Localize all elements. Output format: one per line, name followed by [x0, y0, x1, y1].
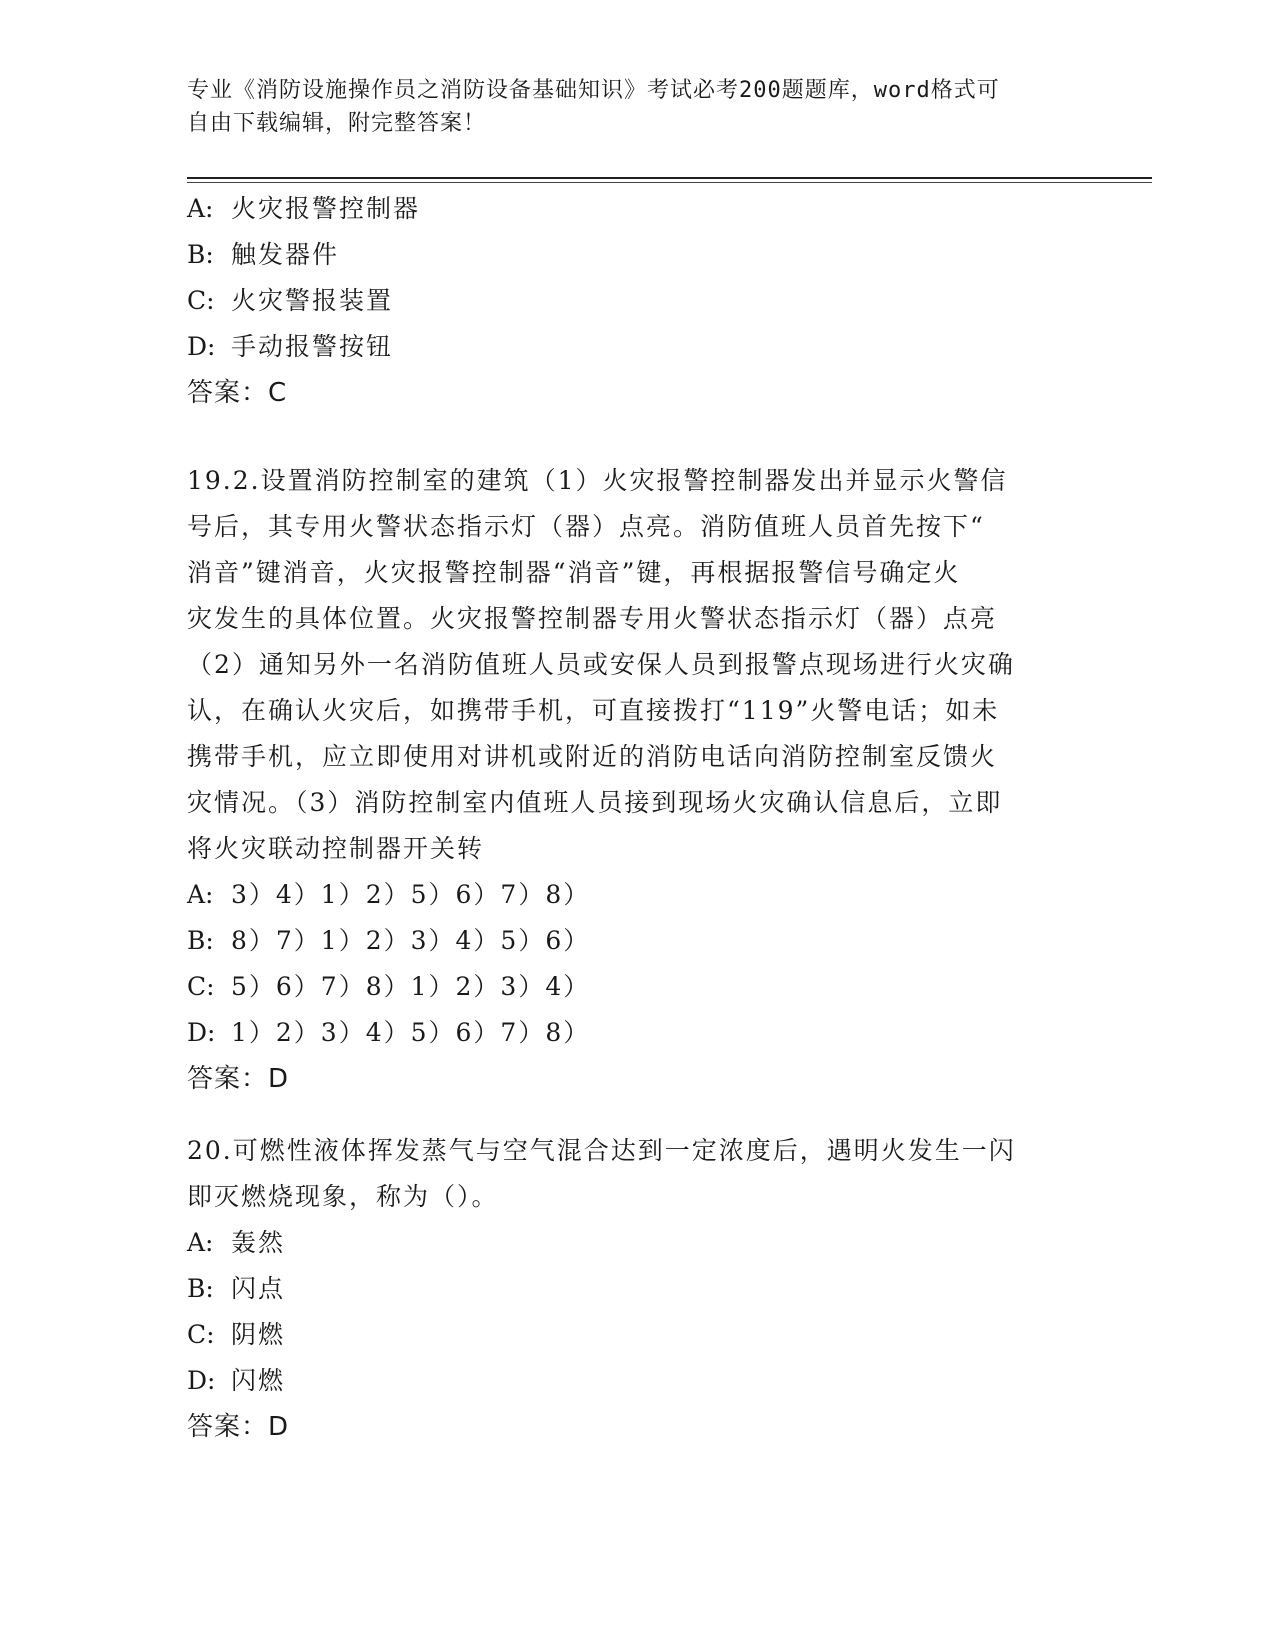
- question-stem-line: 灾情况。（3）消防控制室内值班人员接到现场火灾确认信息后，立即: [187, 788, 1003, 817]
- option-a: [187, 1220, 1087, 1266]
- question-stem-line: 将火灾联动控制器开关转: [187, 834, 485, 863]
- option-d: [187, 1010, 1087, 1056]
- option-b: [187, 918, 1087, 964]
- option-text: 手动报警按钮: [231, 332, 394, 361]
- question-stem-line: 消音”键消音，火灾报警控制器“消音”键，再根据报警信号确定火: [187, 558, 961, 587]
- option-text: 轰然: [231, 1228, 286, 1257]
- question-stem-line: 19.2.设置消防控制室的建筑（1）火灾报警控制器发出并显示火警信: [187, 466, 1008, 495]
- option-c: [187, 278, 1087, 324]
- option-text: 触发器件: [231, 240, 340, 269]
- option-key: C:: [187, 972, 215, 1001]
- option-a: [187, 186, 1087, 232]
- option-b: [187, 232, 1087, 278]
- option-text: 闪点: [231, 1274, 286, 1303]
- question-stem-line: 即灭燃烧现象，称为（）。: [187, 1182, 499, 1211]
- document-header: [187, 74, 1067, 140]
- option-key: D:: [187, 1366, 216, 1395]
- question-18-partial: [187, 186, 1087, 416]
- option-text: 阴燃: [231, 1320, 286, 1349]
- option-key: D:: [187, 1018, 216, 1047]
- option-key: C:: [187, 1320, 215, 1349]
- header-divider-thick: [187, 177, 1152, 179]
- option-text: 1）2）3）4）5）6）7）8）: [231, 1018, 591, 1047]
- answer-line: 答案：D: [187, 1412, 290, 1442]
- question-stem-line: 认，在确认火灾后，如携带手机，可直接拨打“119”火警电话；如未: [187, 696, 1000, 725]
- option-key: C:: [187, 286, 215, 315]
- option-text: 火灾报警控制器: [231, 194, 421, 223]
- option-c: [187, 964, 1087, 1010]
- option-key: B:: [187, 926, 214, 955]
- header-divider-thin: [187, 182, 1152, 183]
- option-key: A:: [187, 1228, 214, 1257]
- question-stem-line: 号后，其专用火警状态指示灯（器）点亮。消防值班人员首先按下“: [187, 512, 985, 541]
- option-d: [187, 1358, 1087, 1404]
- option-text: 3）4）1）2）5）6）7）8）: [231, 880, 591, 909]
- answer-line: 答案：C: [187, 378, 288, 408]
- option-key: B:: [187, 1274, 214, 1303]
- header-line-2: 自由下载编辑，附完整答案！: [187, 111, 487, 136]
- question-stem-line: 携带手机，应立即使用对讲机或附近的消防电话向消防控制室反馈火: [187, 742, 998, 771]
- option-text: 火灾警报装置: [231, 286, 394, 315]
- option-key: A:: [187, 880, 214, 909]
- question-20: [187, 1128, 1087, 1450]
- option-text: 闪燃: [231, 1366, 286, 1395]
- option-key: A:: [187, 194, 214, 223]
- option-c: [187, 1312, 1087, 1358]
- option-key: D:: [187, 332, 216, 361]
- option-text: 8）7）1）2）3）4）5）6）: [231, 926, 591, 955]
- answer-line: 答案：D: [187, 1064, 290, 1094]
- question-stem-line: （2）通知另外一名消防值班人员或安保人员到报警点现场进行火灾确: [187, 650, 1015, 679]
- option-b: [187, 1266, 1087, 1312]
- option-d: [187, 324, 1087, 370]
- option-text: 5）6）7）8）1）2）3）4）: [231, 972, 591, 1001]
- option-a: [187, 872, 1087, 918]
- option-key: B:: [187, 240, 214, 269]
- header-line-1: 专业《消防设施操作员之消防设备基础知识》考试必考200题题库，word格式可: [187, 78, 1000, 103]
- question-stem-line: 20.可燃性液体挥发蒸气与空气混合达到一定浓度后，遇明火发生一闪: [187, 1136, 1016, 1165]
- question-stem-line: 灾发生的具体位置。火灾报警控制器专用火警状态指示灯（器）点亮: [187, 604, 998, 633]
- question-19: [187, 458, 1087, 1102]
